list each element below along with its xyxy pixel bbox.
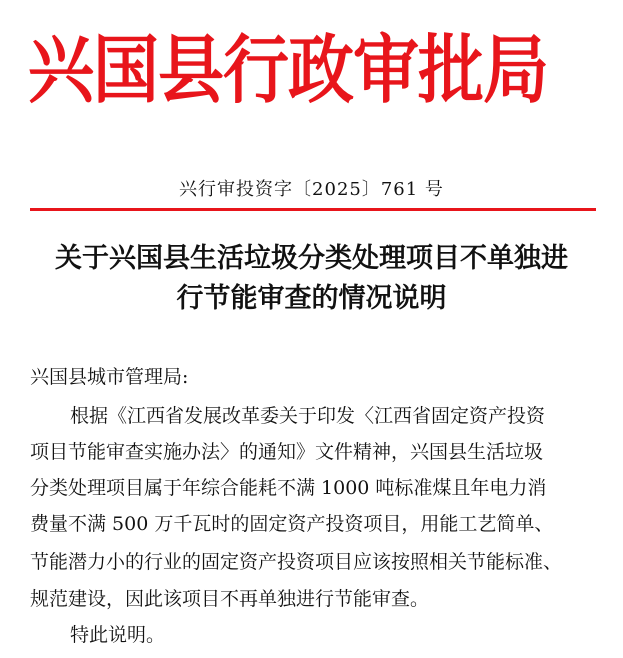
body-line-4: 费量不满 500 万千瓦时的固定资产投资项目，用能工艺简单、	[30, 513, 554, 535]
agency-header-title: 兴国县行政审批局	[28, 25, 548, 114]
closing-line: 特此说明。	[70, 624, 166, 646]
red-divider-line	[30, 208, 596, 211]
document-title-line-1: 关于兴国县生活垃圾分类处理项目不单独进	[55, 243, 568, 274]
addressee: 兴国县城市管理局:	[30, 366, 189, 388]
body-line-5: 节能潜力小的行业的固定资产投资项目应该按照相关节能标准、	[30, 551, 563, 573]
body-line-2: 项目节能审查实施办法〉的通知》文件精神，兴国县生活垃圾	[30, 441, 544, 463]
document-number: 兴行审投资字〔2025〕761 号	[179, 179, 444, 200]
document-title-line-2: 行节能审查的情况说明	[176, 283, 447, 314]
body-line-6: 规范建设，因此该项目不再单独进行节能审查。	[30, 588, 430, 610]
body-line-3: 分类处理项目属于年综合能耗不满 1000 吨标准煤且年电力消	[30, 477, 547, 499]
body-line-1: 根据《江西省发展改革委关于印发〈江西省固定资产投资	[70, 405, 546, 427]
